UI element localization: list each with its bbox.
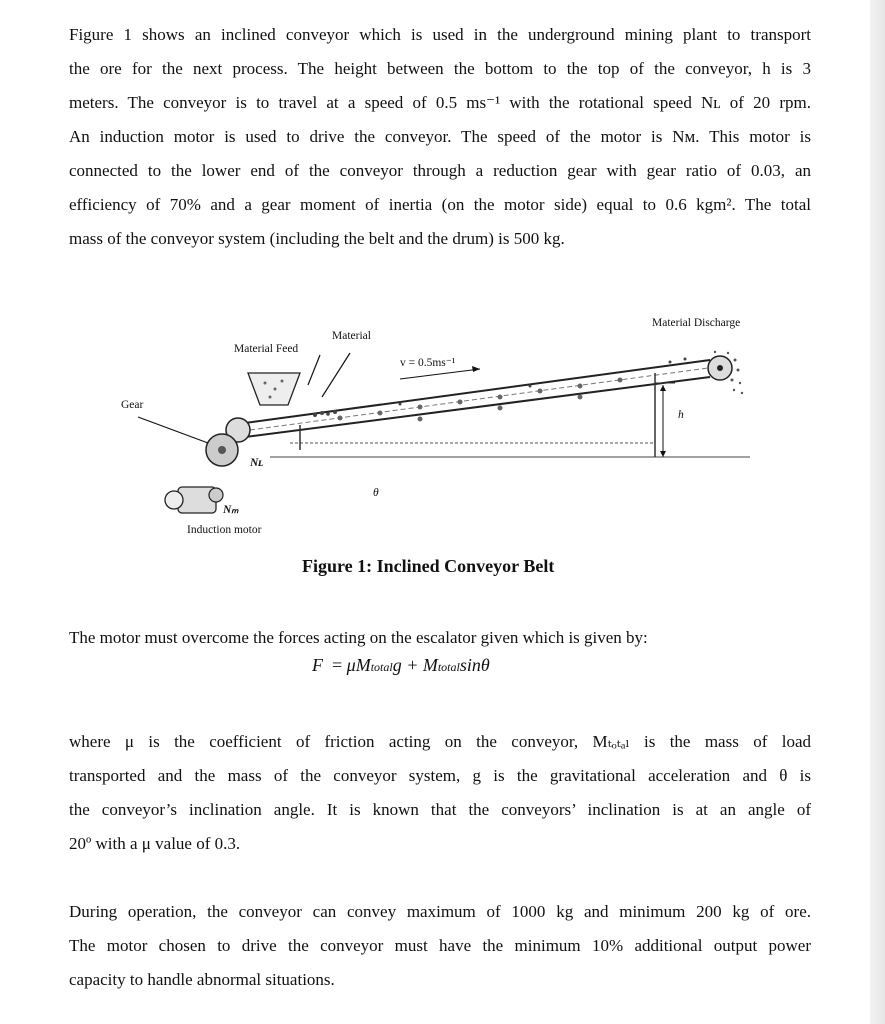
forces-paragraph — [69, 621, 811, 655]
text-line: where μ is the coefficient of friction acting on the conveyor, Mₜₒₜₐₗ is the mass of load — [69, 732, 811, 751]
text-line: Figure 1 shows an inclined conveyor which is used in the underground mining plant to transport — [69, 25, 811, 44]
material-label: Material — [332, 330, 371, 342]
text-line: the conveyor’s inclination angle. It is known that the conveyors’ inclination is at an angle of — [69, 800, 811, 819]
text-line: The motor must overcome the forces acting on the escalator given which is given by: — [69, 628, 648, 647]
eq-mu: μM — [346, 655, 371, 675]
nm-label: Nₘ — [223, 504, 239, 516]
figure-caption: Figure 1: Inclined Conveyor Belt — [302, 556, 555, 576]
eq-sign: = — [332, 655, 343, 675]
conveyor-diagram — [110, 305, 770, 545]
idler-rollers — [338, 378, 623, 422]
eq-lhs: F — [312, 655, 323, 675]
material-feed-label: Material Feed — [234, 343, 299, 355]
force-equation — [312, 655, 490, 676]
intro-paragraph — [69, 18, 811, 256]
eq-g: g + M — [392, 655, 438, 675]
text-line: 20º with a μ value of 0.3. — [69, 834, 241, 853]
where-paragraph — [69, 725, 811, 861]
eq-sub: total — [370, 660, 393, 674]
text-line: An induction motor is used to drive the conveyor. The speed of the motor is Nᴍ. This motor is — [69, 127, 811, 146]
belt-bottom — [245, 377, 710, 437]
h-label: h — [678, 409, 684, 421]
text-line: The motor chosen to drive the conveyor must have the minimum 10% additional output power — [69, 936, 811, 955]
nl-label: Nʟ — [250, 457, 264, 469]
gear-pointer — [138, 417, 208, 443]
text-line: efficiency of 70% and a gear moment of inertia (on the motor side) equal to 0.6 kgm². The total — [69, 195, 811, 214]
operation-paragraph — [69, 895, 811, 997]
velocity-label: v = 0.5ms⁻¹ — [400, 357, 456, 369]
text-line: mass of the conveyor system (including the belt and the drum) is 500 kg. — [69, 229, 565, 248]
gear-label: Gear — [121, 399, 144, 411]
material-pointer — [322, 353, 350, 397]
text-line: transported and the mass of the conveyor system, g is the gravitational acceleration and θ is — [69, 766, 811, 785]
theta-label: θ — [373, 487, 379, 499]
text-line: meters. The conveyor is to travel at a speed of 0.5 ms⁻¹ with the rotational speed Nʟ of 20 rpm. — [69, 93, 811, 112]
text-line: the ore for the next process. The height between the bottom to the top of the conveyor, h is 3 — [69, 59, 811, 78]
velocity-arrow — [400, 369, 480, 379]
induction-motor-label: Induction motor — [187, 524, 262, 536]
feed-pointer — [308, 355, 320, 385]
text-line: connected to the lower end of the conveyor through a reduction gear with gear ratio of 0.03, an — [69, 161, 811, 180]
material-discharge-label: Material Discharge — [652, 317, 741, 329]
page-edge — [870, 0, 885, 1024]
text-line: During operation, the conveyor can convey maximum of 1000 kg and minimum 200 kg of ore. — [69, 902, 811, 921]
conveyor-figure — [110, 305, 770, 545]
eq-sub: total — [437, 660, 460, 674]
belt-mid — [250, 368, 708, 430]
eq-sin: sinθ — [459, 655, 490, 675]
text-line: capacity to handle abnormal situations. — [69, 970, 335, 989]
